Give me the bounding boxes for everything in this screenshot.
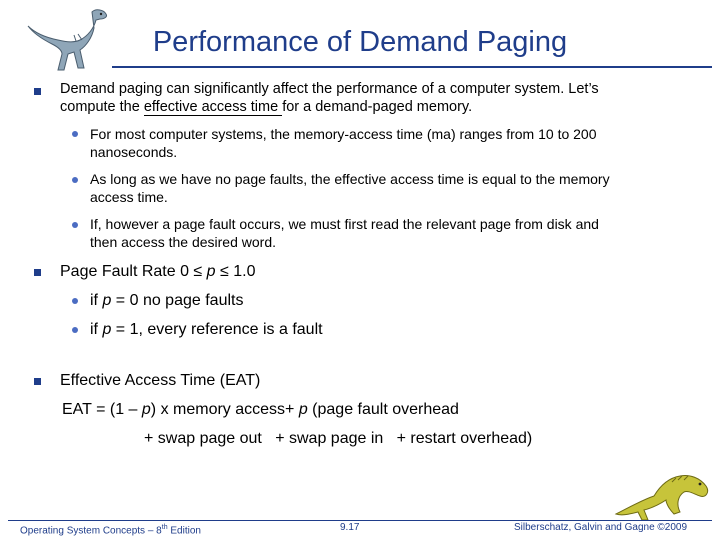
bullet-line: compute the effective access time for a demand-paged memory. xyxy=(60,99,473,115)
bullet-demand-paging xyxy=(60,80,599,116)
sub-bullet-dot xyxy=(72,298,78,304)
sub-bullet-p-one: if p = 1, every reference is a fault xyxy=(90,321,323,338)
sub-bullet-dot xyxy=(72,177,78,183)
bullet-square xyxy=(34,378,41,385)
sub-bullet-no-faults: As long as we have no page faults, the effective access time is equal to the memory access time. xyxy=(90,171,610,205)
bullet-square xyxy=(34,269,41,276)
footer-authors: Silberschatz, Galvin and Gagne ©2009 xyxy=(514,522,688,533)
footer-page-number: 9.17 xyxy=(340,522,360,533)
footer-book-title: Operating System Concepts – 8th Edition xyxy=(20,524,201,537)
sub-bullet-p-zero: if p = 0 no page faults xyxy=(90,292,244,309)
sub-bullet-dot xyxy=(72,131,78,137)
underlined-term: effective access time xyxy=(143,99,283,115)
page-title: Performance of Demand Paging xyxy=(152,26,568,58)
eat-formula-line-1: EAT = (1 – p) x memory access+ p (page fault overhead xyxy=(62,401,459,418)
title-divider xyxy=(112,66,712,68)
sub-bullet-page-fault: If, however a page fault occurs, we must first read the relevant page from disk and then access the desired word. xyxy=(90,216,599,250)
eat-formula-line-2: + swap page out + swap page in + restart overhead) xyxy=(144,430,533,447)
dinosaur-icon xyxy=(608,456,716,526)
bullet-eat: Effective Access Time (EAT) xyxy=(60,372,261,389)
sub-bullet-access-time: For most computer systems, the memory-access time (ma) ranges from 10 to 200 nanoseconds. xyxy=(90,126,597,160)
sub-bullet-dot xyxy=(72,222,78,228)
footer-divider xyxy=(8,520,712,521)
bullet-line: Demand paging can significantly affect the performance of a computer system. Let’s xyxy=(60,81,599,97)
sub-bullet-dot xyxy=(72,327,78,333)
bullet-square xyxy=(34,88,41,95)
bullet-page-fault-rate: Page Fault Rate 0 ≤ p ≤ 1.0 xyxy=(60,263,256,280)
